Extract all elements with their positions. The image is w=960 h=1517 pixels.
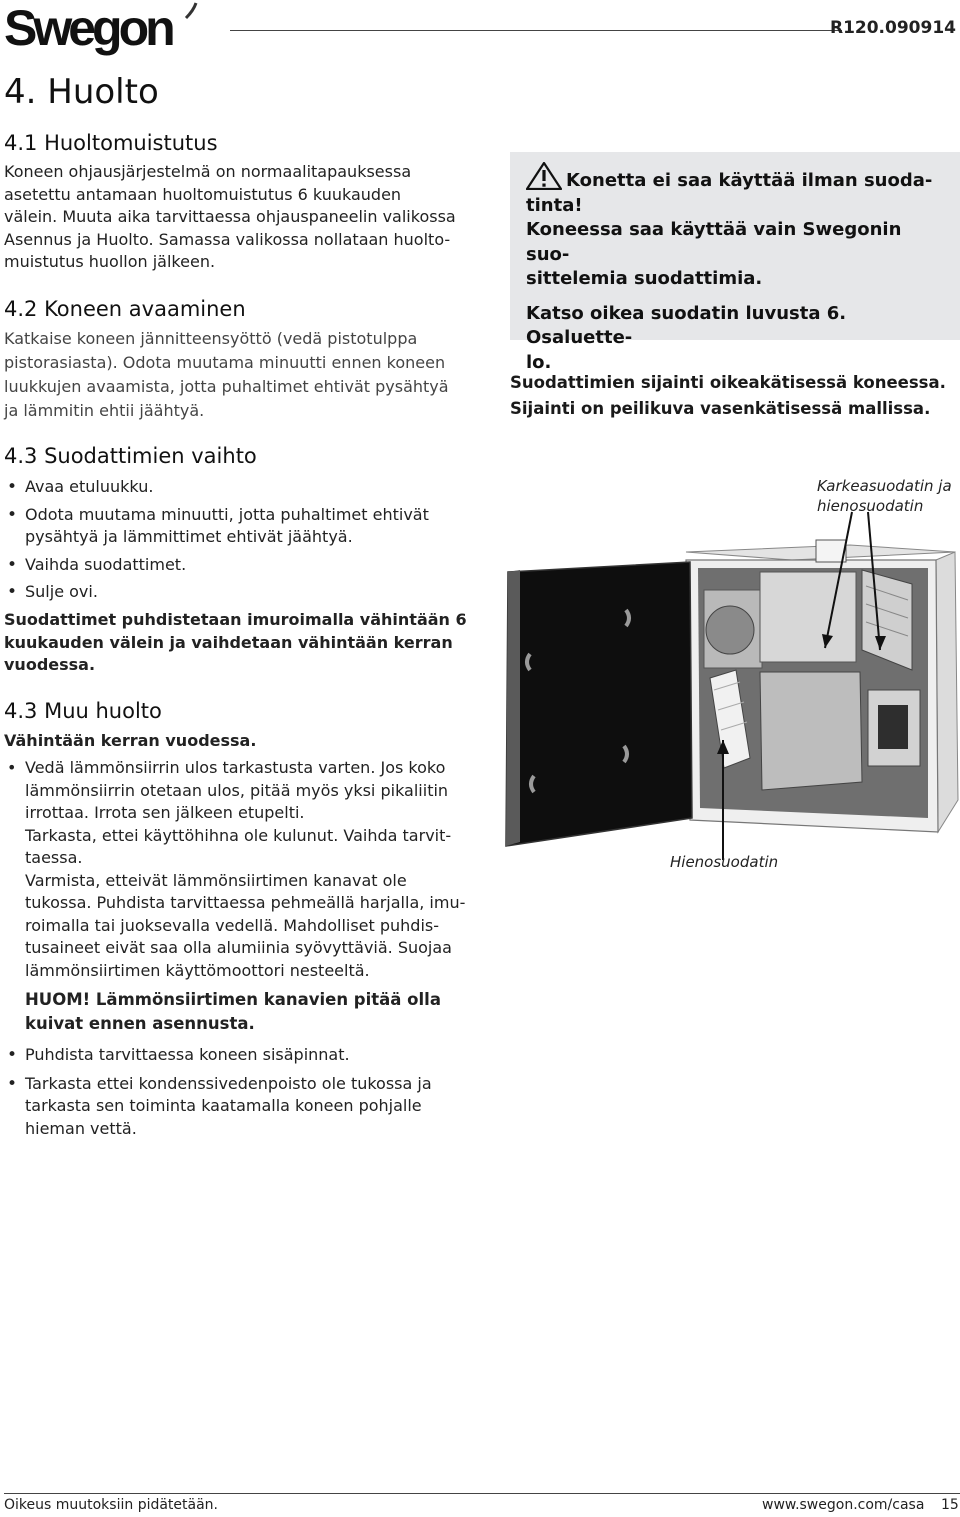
other-maintenance-list [4,1044,484,1145]
footer-disclaimer: Oikeus muutoksiin pidätetään. [4,1497,219,1513]
heading-4-1: 4.1 Huoltomuistutus [4,131,218,155]
list-item: • Vedä lämmönsiirrin ulos tarkastusta varten. Jos koko lämmönsiirrin otetaan ulos, pitää myös yksi pikaliitin irrottaa. Irrota sen jälkeen etupelti. Tarkasta, ettei käyttöhihna ole kulunut. Vaihda tarvit- taessa. Varmista, etteivät lämmönsiirtimen kanavat ole tukossa. Puhdista tarvittaessa pehmeällä harjalla, imu- roimalla tai juoksevalla vedellä. Mahdolliset puhdis- tusaineet eivät saa olla alumiinia syövyttäviä. Suojaa lämmönsiirtimen käyttömoottori nesteeltä. [4,757,474,982]
swegon-logo: Swegon [4,0,172,56]
list-item: • Sulje ovi. [4,581,484,604]
text-line: Tarkasta, ettei käyttöhihna ole kulunut. Vaihda tarvit- [25,825,452,845]
text-line: irrottaa. Irrota sen jälkeen etupelti. [25,803,305,822]
section-4-1-body [4,161,474,274]
text-line: kuivat ennen asennusta. [25,1014,255,1033]
text-line: tusaineet eivät saa olla alumiinia syövyttäviä. Suojaa [25,938,452,957]
list-item: • Vaihda suodattimet. [4,554,484,577]
list-item: • Puhdista tarvittaessa koneen sisäpinnat. [4,1044,484,1067]
text-line: muistutus huollon jälkeen. [4,252,216,271]
text-line: ja lämmitin ehtii jäähtyä. [4,401,205,420]
figure-label-coarse-fine-filter: Karkeasuodatin ja hienosuodatin [817,477,952,515]
warning-triangle-icon [526,162,562,190]
list-item: • Tarkasta ettei kondenssivedenpoisto ole tukossa ja tarkasta sen toiminta kaatamalla koneen pohjalle hieman vettä. [4,1073,484,1141]
text-line: Sijainti on peilikuva vasenkätisessä mallissa. [510,399,931,418]
text-line: asetettu antamaan huoltomuistutus 6 kuukauden [4,184,402,204]
text-line: vuodessa. [4,655,96,674]
text-line: taessa. [25,848,83,867]
document-number: R120.090914 [829,18,956,38]
text-line: tukossa. Puhdista tarvittaessa pehmeällä harjalla, imu- [25,893,466,912]
text-line: Suodattimien sijainti oikeakätisessä koneessa. [510,373,946,392]
warning-line: Konetta ei saa käyttää ilman suoda- [566,170,933,191]
heading-4-3-other: 4.3 Muu huolto [4,699,162,723]
warning-line: sittelemia suodattimia. [526,268,763,289]
dry-channels-warning [25,988,475,1036]
header-divider [230,30,842,31]
filter-steps-list [4,476,484,609]
text-line: Asennus ja Huolto. Samassa valikossa nollataan huolto- [4,229,451,249]
filter-cleaning-note [4,609,484,677]
filter-location-note [510,370,946,422]
text-line: luukkujen avaamista, jotta puhaltimet ehtivät pysähtyä [4,377,449,396]
text-line: Koneen ohjausjärjestelmä on normaalitapauksessa [4,162,412,181]
text-line: välein. Muuta aika tarvittaessa ohjauspaneelin valikossa [4,207,456,226]
other-maintenance-subheading: Vähintään kerran vuodessa. [4,731,257,750]
text-line: Vedä lämmönsiirrin ulos tarkastusta varten. Jos koko [25,758,446,777]
list-item: • Avaa etuluukku. [4,476,484,499]
footer-divider [4,1493,960,1494]
page-title: 4. Huolto [4,72,159,112]
text-line: HUOM! Lämmönsiirtimen kanavien pitää olla [25,990,441,1009]
section-4-2-body [4,327,484,423]
text-line: lämmönsiirtimen käyttömoottori nesteeltä. [25,960,370,980]
text-line: pistorasiasta). Odota muutama minuutti ennen koneen [4,353,446,372]
warning-line: Koneessa saa käyttää vain Swegonin suo- [526,219,902,265]
heading-4-2: 4.2 Koneen avaaminen [4,297,246,321]
heat-exchanger-instructions [4,757,474,982]
footer-website-link[interactable]: www.swegon.com/casa [762,1497,925,1513]
text-line: Suodattimet puhdistetaan imuroimalla vähintään 6 [4,610,467,629]
heading-4-3-filters: 4.3 Suodattimien vaihto [4,444,257,468]
warning-line: Katso oikea suodatin luvusta 6. Osaluette- [526,302,847,348]
warning-line: lo. [526,351,552,373]
ventilation-unit-illustration [500,500,960,890]
warning-box [510,152,960,373]
text-line: Katkaise koneen jännitteensyöttö (vedä pistotulppa [4,329,418,348]
warning-line: tinta! [526,194,583,216]
text-line: lämmönsiirrin otetaan ulos, pitää myös yksi pikaliitin [25,780,449,800]
figure-label-fine-filter: Hienosuodatin [670,853,779,871]
page-number: 15 [941,1497,959,1513]
text-line: roimalla tai juoksevalla vedellä. Mahdolliset puhdis- [25,915,440,935]
list-item: • Odota muutama minuutti, jotta puhaltimet ehtivät pysähtyä ja lämmittimet ehtivät jäähtyä. [4,504,484,549]
logo-swoosh-icon [184,2,198,20]
text-line: kuukauden välein ja vaihdetaan vähintään kerran [4,632,453,652]
text-line: Varmista, etteivät lämmönsiirtimen kanavat ole [25,870,407,890]
